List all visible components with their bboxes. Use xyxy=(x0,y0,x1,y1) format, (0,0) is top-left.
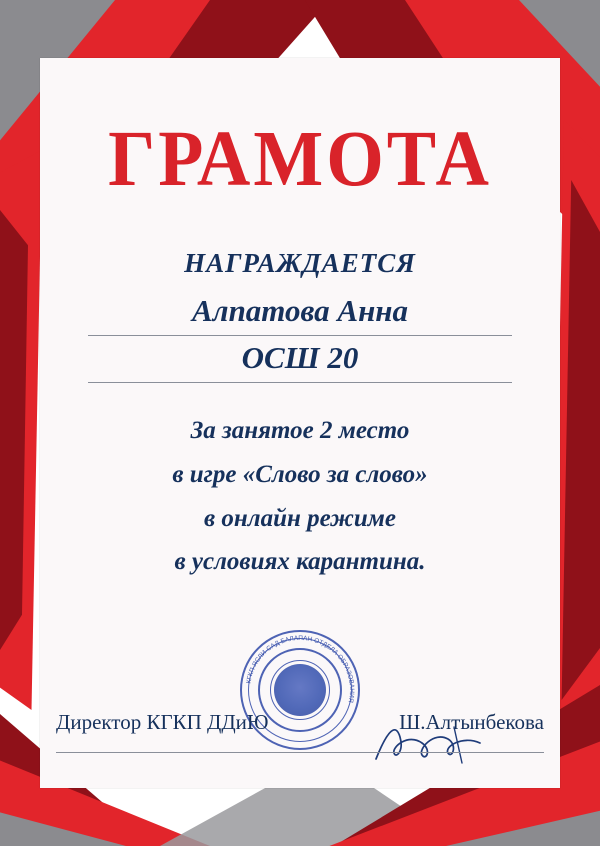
signature-row xyxy=(40,710,560,735)
signature-rule xyxy=(56,752,544,753)
director-name: Ш.Алтынбекова xyxy=(399,710,544,734)
citation-line: в игре «Слово за слово» xyxy=(172,460,428,488)
recipient-organization: ОСШ 20 xyxy=(241,340,359,375)
citation-line: За занятое 2 место xyxy=(190,417,410,444)
recipient-org-rule xyxy=(88,382,512,383)
director-label: Директор КГКП ДДиЮ xyxy=(56,710,269,734)
awarded-label: НАГРАЖДАЕТСЯ xyxy=(184,248,416,278)
certificate-title: ГРАМОТА xyxy=(108,114,492,204)
certificate-content xyxy=(40,58,560,788)
citation-line: в условиях карантина. xyxy=(174,548,426,576)
citation-text xyxy=(172,409,427,584)
citation-line: в онлайн режиме xyxy=(203,504,397,532)
svg-text:КГКП ЯСЛИ-САД БАЛАПАН ОТДЕЛА xyxy=(245,635,355,704)
recipient-name: Алпатова Анна xyxy=(191,293,409,328)
recipient-block xyxy=(88,289,512,383)
seal-outer-text: КГКП ЯСЛИ-САД БАЛАПАН ОТДЕЛА ОБРАЗОВАНИЯ xyxy=(245,634,356,704)
